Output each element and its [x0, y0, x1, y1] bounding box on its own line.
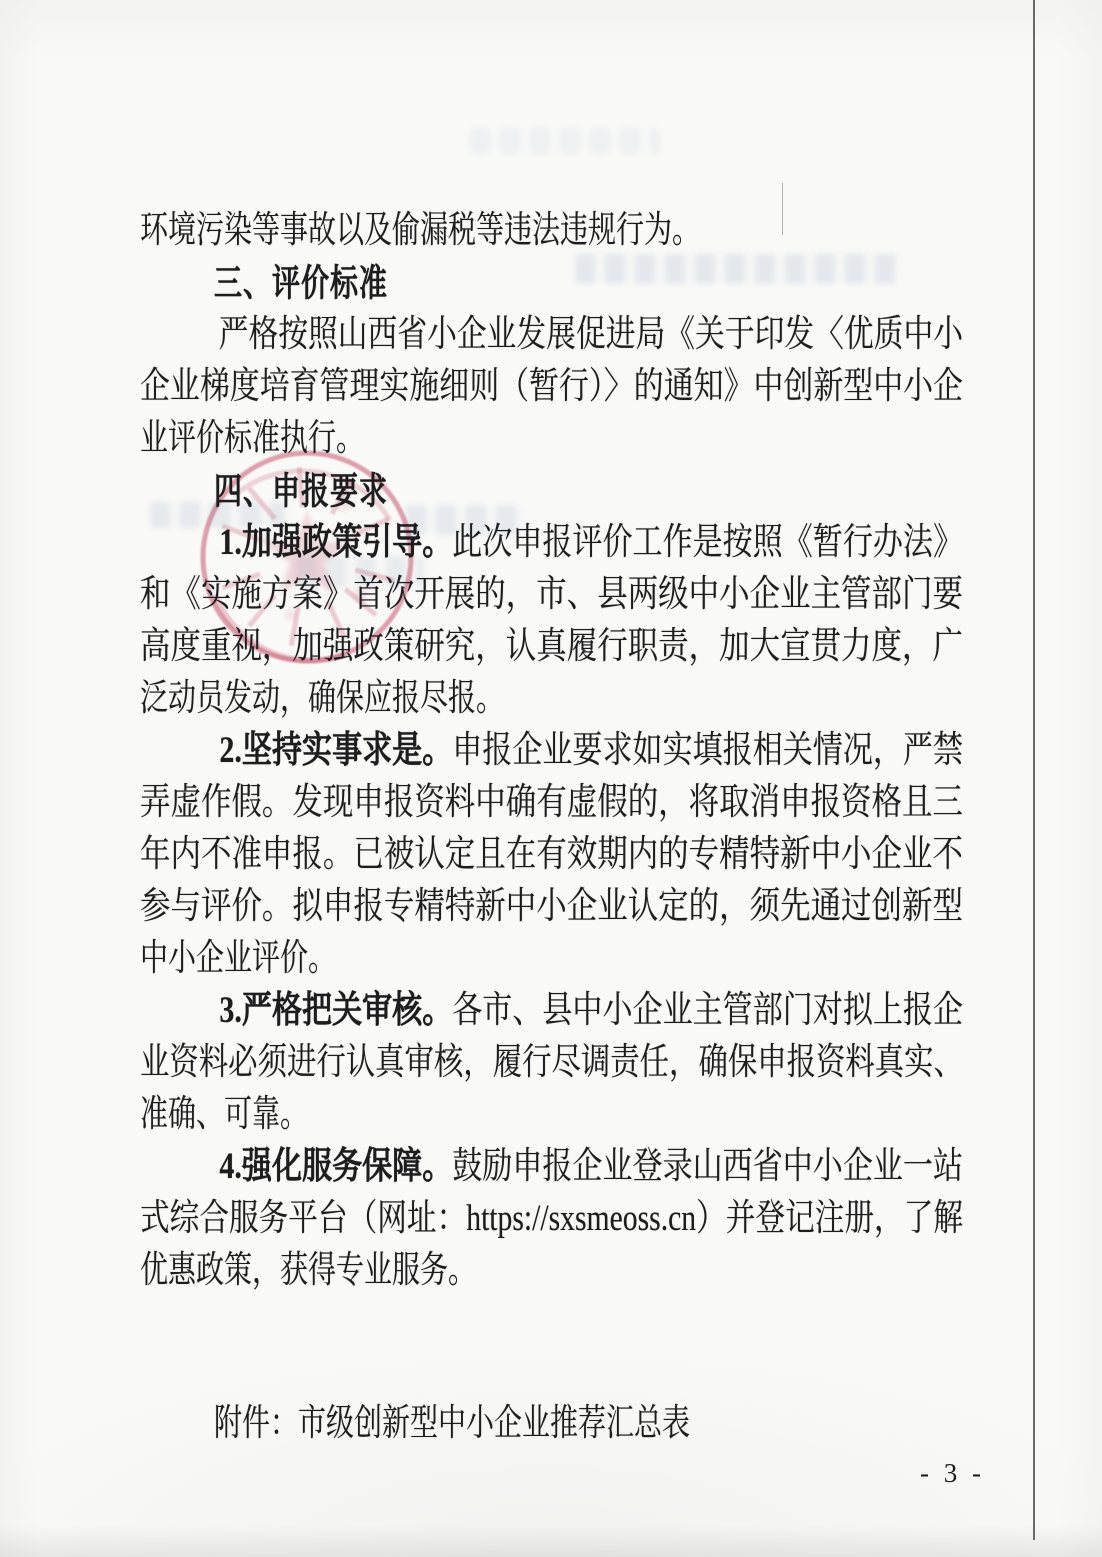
- text-run: 业评价标准执行。: [140, 418, 365, 460]
- text-line: [140, 205, 700, 258]
- text-run: 年内不准申报。已被认定且在有效期内的专精特新中小企业不: [140, 834, 963, 876]
- text-line: [140, 1245, 476, 1298]
- section-heading: [140, 465, 388, 519]
- bold-lead-in: 1.加强政策引导。: [219, 522, 453, 564]
- text-run: 鼓励申报企业登录山西省中小企业一站: [452, 1146, 964, 1188]
- ink-bleed-ghost: [470, 128, 660, 154]
- text-run: 中小企业评价。: [140, 938, 337, 980]
- bold-lead-in: 三、评价标准: [214, 262, 389, 304]
- bold-lead-in: 4.强化服务保障。: [219, 1146, 453, 1188]
- text-line: [140, 361, 963, 414]
- text-line: [140, 1037, 963, 1090]
- text-line: [140, 725, 963, 778]
- text-run: 企业梯度培育管理实施细则（暂行）〉的通知》中创新型中小企: [140, 366, 963, 408]
- text-line: [140, 569, 963, 622]
- text-run: 此次申报评价工作是按照《暂行办法》: [452, 522, 964, 564]
- bold-lead-in: 2.坚持实事求是。: [219, 730, 453, 772]
- text-line: [140, 829, 963, 882]
- text-run: 严格按照山西省小企业发展促进局《关于印发〈优质中小: [218, 314, 964, 356]
- text-line: [140, 777, 963, 830]
- section-heading: [140, 257, 388, 311]
- text-run: 和《实施方案》首次开展的，市、县两级中小企业主管部门要: [140, 574, 963, 616]
- text-run: 各市、县中小企业主管部门对拟上报企: [452, 990, 964, 1032]
- text-run: 准确、可靠。: [140, 1094, 309, 1136]
- text-run: 环境污染等事故以及偷漏税等违法违规行为。: [140, 210, 701, 252]
- text-run: 参与评价。拟申报专精特新中小企业认定的，须先通过创新型: [140, 886, 963, 928]
- bold-lead-in: 四、申报要求: [214, 470, 389, 512]
- bold-lead-in: 3.严格把关审核。: [219, 990, 453, 1032]
- text-line: [140, 985, 963, 1038]
- page-number: - 3 -: [920, 1458, 985, 1488]
- text-run: 业资料必须进行认真审核，履行尽调责任，确保申报资料真实、: [140, 1042, 963, 1084]
- text-run: 高度重视，加强政策研究，认真履行职责，加大宣贯力度，广: [140, 626, 963, 668]
- text-line: [140, 309, 963, 362]
- text-run: 优惠政策，获得专业服务。: [140, 1250, 477, 1292]
- text-line: [140, 1141, 963, 1194]
- text-line: [140, 621, 963, 674]
- scan-edge-shading: [0, 1525, 1102, 1557]
- text-line: [140, 517, 963, 570]
- text-run: 泛动员发动，确保应报尽报。: [140, 678, 505, 720]
- attachment-line: 附件：市级创新型中小企业推荐汇总表: [214, 1403, 691, 1445]
- text-run: 申报企业要求如实填报相关情况，严禁: [452, 730, 964, 772]
- text-line: [140, 673, 504, 726]
- text-line: [140, 881, 963, 934]
- text-line: [140, 413, 364, 466]
- scan-artifact-line: [782, 183, 783, 235]
- text-run: 弄虚作假。发现申报资料中确有虚假的，将取消申报资格且三: [140, 782, 963, 824]
- text-line: [140, 933, 336, 986]
- text-line: [140, 1193, 963, 1246]
- scan-fold-line: [1033, 0, 1035, 1540]
- text-run: 式综合服务平台（网址：https://sxsmeoss.cn）并登记注册，了解: [140, 1198, 964, 1240]
- text-line: [140, 1089, 308, 1142]
- ink-bleed-ghost: [575, 254, 900, 284]
